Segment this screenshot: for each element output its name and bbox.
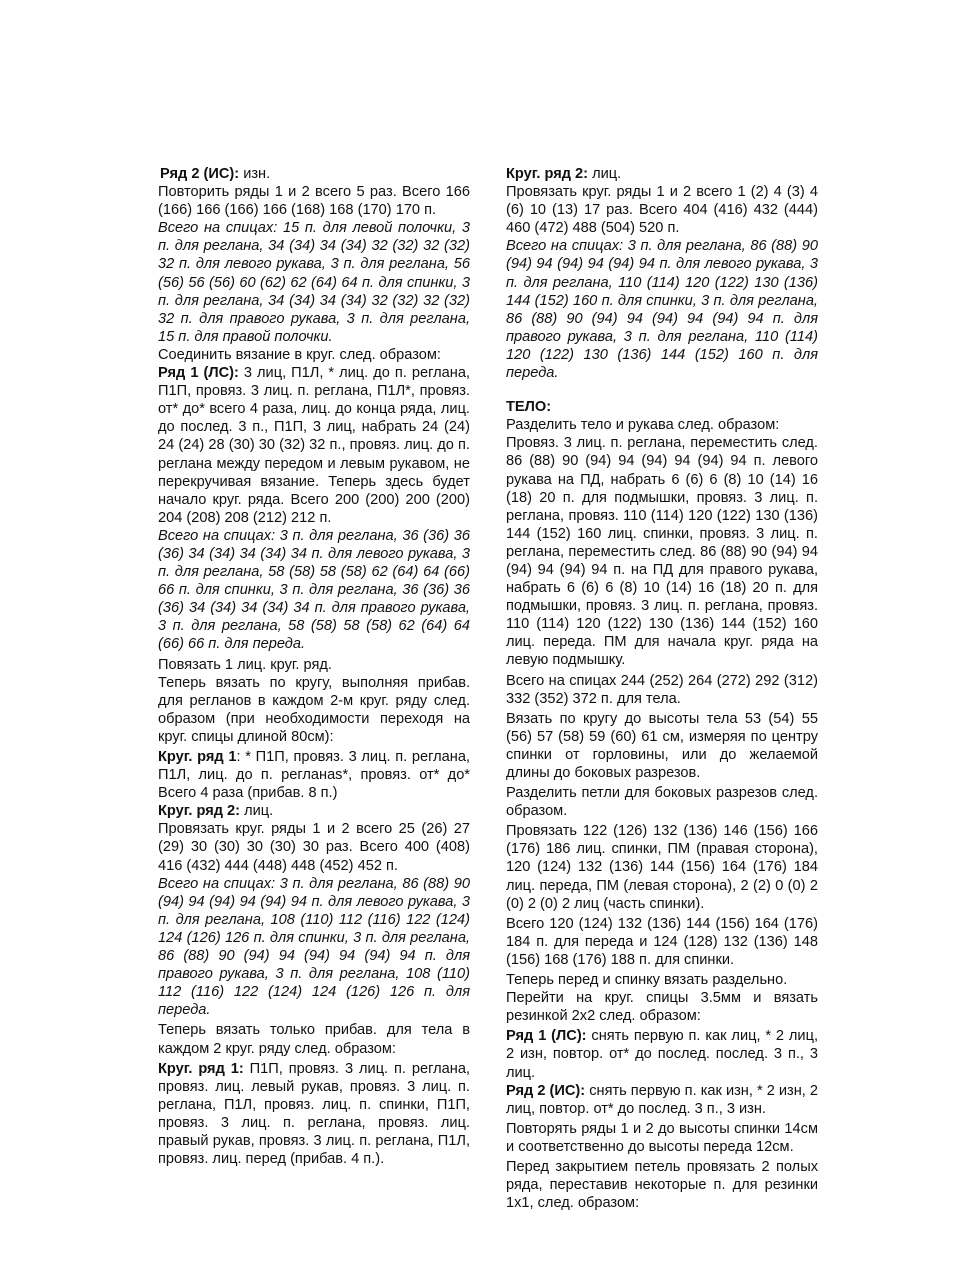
paragraph [506, 416, 818, 434]
paragraph-text: Теперь вязать только прибав. для тела в каждом 2 круг. ряду след. образом: [158, 1022, 470, 1057]
paragraph [158, 820, 470, 874]
paragraph [506, 672, 818, 708]
paragraph [506, 165, 818, 183]
row-text: снять первую п. как лиц, * 2 лиц, 2 изн, повтор. от* до послед. послед. 3 п., 3 лиц. [506, 1028, 818, 1081]
paragraph [506, 710, 818, 782]
paragraph-italic [158, 219, 470, 346]
row-text: снять первую п. как изн, * 2 изн, 2 лиц, повтор. от* до послед. 3 п., 3 изн. [506, 1082, 818, 1117]
paragraph [158, 802, 470, 820]
paragraph [506, 434, 818, 669]
row-label: Ряд 2 (ИС): [160, 166, 240, 182]
paragraph-text: Перед закрытием петель провязать 2 полых ряда, переставив некоторые п. для резинки 1х1, след. образом: [506, 1158, 818, 1212]
paragraph [158, 183, 470, 219]
row-label: Ряд 1 (ЛС): [506, 1028, 587, 1045]
heading-text: ТЕЛО: [506, 399, 552, 416]
paragraph [158, 165, 470, 183]
row-text: лиц. [588, 166, 622, 182]
row-text: изн. [239, 166, 271, 182]
section-heading [506, 398, 818, 416]
paragraph-text: Всего на спицах 244 (252) 264 (272) 292 (312) 332 (352) 372 п. для тела. [506, 672, 818, 707]
row-label: Круг. ряд 2: [506, 166, 589, 182]
paragraph-text: Повязать 1 лиц. круг. ряд. [158, 656, 332, 673]
row-label: Ряд 2 (ИС): [506, 1082, 586, 1099]
paragraph [158, 748, 470, 802]
paragraph-italic [506, 237, 818, 382]
paragraph [158, 1060, 470, 1169]
row-label: Круг. ряд 1: [158, 1060, 244, 1077]
paragraph [158, 346, 470, 364]
paragraph-text: Вязать по кругу до высоты тела 53 (54) 55 (56) 57 (58) 59 (60) 61 см, измеряя по центру спинки от горловины, или до желаемой длины до боковых разрезов. [506, 710, 818, 781]
paragraph-text: Теперь вязать по кругу, выполняя прибав. для регланов в каждом 2-м круг. ряду след. образом (при необходимости переходя на круг. спицы длиной 80см): [158, 674, 470, 745]
paragraph [506, 915, 818, 969]
paragraph-text: Провязать 122 (126) 132 (136) 146 (156) 166 (176) 186 лиц. спинки, ПМ (правая сторона), 120 (124) 132 (136) 144 (156) 164 (176) 184 лиц. переда, ПМ (левая сторона), 2 (2) 0 (0) 2 (0) 2 (0) 2 лиц (часть спинки). [506, 823, 818, 912]
paragraph [506, 784, 818, 820]
paragraph-text: Разделить петли для боковых разрезов след. образом. [506, 785, 818, 820]
paragraph [158, 1021, 470, 1057]
paragraph [506, 1120, 818, 1156]
paragraph-text: Соединить вязание в круг. след. образом: [158, 346, 441, 363]
paragraph-text: Провяз. 3 лиц. п. реглана, переместить след. 86 (88) 90 (94) 94 (94) 94 (94) 94 п. левого рукава на ПД, набрать 6 (6) 6 (8) 10 (14) 16 (18) 20 п. для подмышки, провяз. 3 лиц. п. реглана, провяз. 110 (114) 120 (122) 130 (136) 144 (152) 160 лиц. спинки, провяз. 3 лиц. п. реглана, переместить след. 86 (88) 90 (94) 94 (94) 94 (94) 94 п. на ПД для правого рукава, набрать 6 (6) 6 (8) 10 (14) 16 (18) 20 п. для подмышки, провяз. 3 лиц. п. реглана, провяз. 110 (114) 120 (122) 130 (136) 144 (152) 160 лиц. переда. ПМ для начала круг. ряда на левую подмышку. [506, 435, 818, 669]
paragraph [506, 1027, 818, 1081]
row-label: Круг. ряд 1 [158, 749, 237, 765]
paragraph [506, 989, 818, 1025]
paragraph-text: Всего 120 (124) 132 (136) 144 (156) 164 (176) 184 п. для переда и 124 (128) 132 (136) 148 (156) 168 (176) 188 п. для спинки. [506, 915, 818, 968]
paragraph [506, 1082, 818, 1118]
row-text: лиц. [240, 803, 274, 820]
row-label: Круг. ряд 2: [158, 803, 241, 820]
paragraph [506, 1158, 818, 1212]
paragraph-text: Всего на спицах: 3 п. для реглана, 86 (88) 90 (94) 94 (94) 94 (94) 94 п. для левого рукава, 3 п. для реглана, 110 (114) 120 (122) 130 (136) 144 (152) 160 п. для спинки, 3 п. для реглана, 86 (88) 90 (94) 94 (94) 94 (94) 94 п. для правого рукава, 3 п. для реглана, 110 (114) 120 (122) 130 (136) 144 (152) 160 п. для переда. [506, 238, 818, 382]
paragraph-text: Провязать круг. ряды 1 и 2 всего 1 (2) 4 (3) 4 (6) 10 (13) 17 раз. Всего 404 (416) 432 (444) 460 (472) 488 (504) 520 п. [506, 184, 818, 237]
paragraph-text: Провязать круг. ряды 1 и 2 всего 25 (26) 27 (29) 30 (30) 30 (30) 30 раз. Всего 400 (408) 416 (432) 444 (448) 448 (452) 452 п. [158, 821, 470, 874]
row-text: П1П, провяз. 3 лиц. п. реглана, провяз. лиц. левый рукав, провяз. 3 лиц. п. реглана, П1Л, провяз. лиц. п. спинки, П1П, провяз. 3 лиц. п. реглана, провяз. лиц. правый рукав, провяз. 3 лиц. п. реглана, П1Л, провяз. лиц. перед (прибав. 4 п.). [158, 1060, 470, 1168]
row-text: : * П1П, провяз. 3 лиц. п. реглана, П1Л, лиц. до п. регланаs*, провяз. от* до* Всего 4 раза (прибав. 8 п.) [158, 749, 470, 802]
paragraph-text: Повторить ряды 1 и 2 всего 5 раз. Всего 166 (166) 166 (166) 166 (168) 168 (170) 170 п. [158, 184, 470, 219]
paragraph-text: Всего на спицах: 15 п. для левой полочки, 3 п. для реглана, 34 (34) 34 (34) 32 (32) 32 (32) 32 п. для левого рукава, 3 п. для реглана, 56 (56) 56 (56) 60 (62) 62 (64) 64 п. для спинки, 3 п. для реглана, 34 (34) 34 (34) 32 (32) 32 (32) 32 п. для правого рукава, 3 п. для реглана, 15 п. для правой полочки. [158, 220, 470, 345]
paragraph-text: Перейти на круг. спицы 3.5мм и вязать резинкой 2х2 след. образом: [506, 990, 818, 1025]
paragraph [506, 183, 818, 237]
paragraph [506, 822, 818, 912]
right-column [506, 165, 818, 1212]
row-text: 3 лиц, П1Л, * лиц. до п. реглана, П1П, провяз. 3 лиц. п. реглана, П1Л*, провяз. от* до* всего 4 раза, лиц. до конца ряда, лиц. до послед. 3 п., П1П, 3 лиц, набрать 24 (24) 24 (24) 28 (30) 30 (32) 32 п., провяз. лиц. до п. реглана между передом и левым рукавом, не перекручивая вязание. Теперь здесь будет начало круг. ряда. Всего 200 (200) 200 (200) 204 (208) 208 (212) 212 п. [158, 365, 470, 526]
paragraph [506, 971, 818, 989]
paragraph [158, 364, 470, 527]
row-label: Ряд 1 (ЛС): [158, 365, 239, 382]
paragraph-text: Теперь перед и спинку вязать раздельно. [506, 972, 788, 989]
paragraph-text: Всего на спицах: 3 п. для реглана, 36 (36) 36 (36) 34 (34) 34 (34) 34 п. для левого рукава, 3 п. для реглана, 58 (58) 58 (58) 62 (64) 64 (66) 66 п. для спинки, 3 п. для реглана, 36 (36) 36 (36) 34 (34) 34 (34) 34 п. для правого рукава, 3 п. для реглана, 58 (58) 58 (58) 62 (64) 64 (66) 66 п. для переда. [158, 527, 470, 653]
paragraph [158, 656, 470, 674]
paragraph-text: Разделить тело и рукава след. образом: [506, 417, 780, 434]
spacer [506, 382, 818, 398]
paragraph-text: Всего на спицах: 3 п. для реглана, 86 (88) 90 (94) 94 (94) 94 (94) 94 п. для левого рукава, 3 п. для реглана, 108 (110) 112 (116) 122 (124) 124 (126) 126 п. для спинки, 3 п. для реглана, 86 (88) 90 (94) 94 (94) 94 (94) 94 п. для правого рукава, 3 п. для реглана, 108 (110) 112 (116) 122 (124) 124 (126) 126 п. для переда. [158, 875, 470, 1019]
paragraph-italic [158, 527, 470, 654]
paragraph-italic [158, 875, 470, 1020]
left-column [158, 165, 470, 1168]
paragraph [158, 674, 470, 746]
paragraph-text: Повторять ряды 1 и 2 до высоты спинки 14см и соответственно до высоты переда 12см. [506, 1120, 818, 1155]
